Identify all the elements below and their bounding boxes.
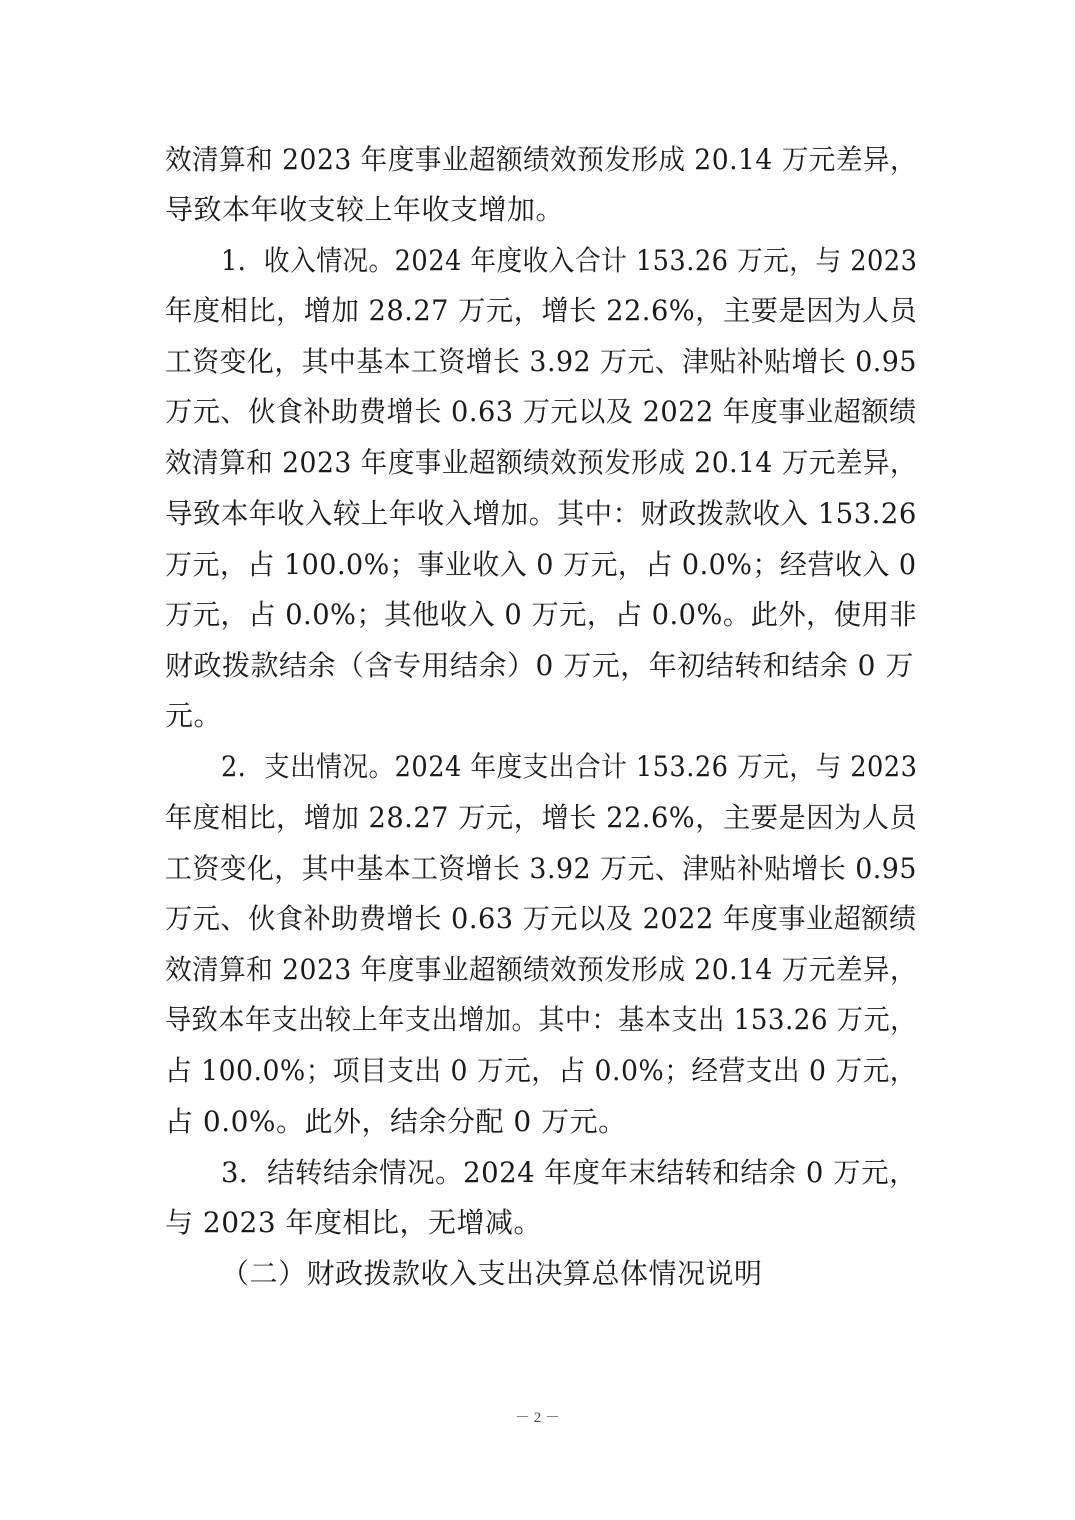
- text-line: 效清算和 2023 年度事业超额绩效预发形成 20.14 万元差异，: [165, 446, 918, 479]
- text-line: 导致本年收入较上年收入增加。其中：财政拨款收入 153.26: [165, 497, 917, 530]
- text-line: 占 0.0%。此外，结余分配 0 万元。: [165, 1105, 627, 1138]
- paragraph-carryover-start: 3．结转结余情况。2024 年度年末结转和结余 0 万元，: [221, 1156, 918, 1189]
- text-line: 工资变化，其中基本工资增长 3.92 万元、津贴补贴增长 0.95: [165, 852, 917, 885]
- text-line: 元。: [165, 699, 223, 732]
- paragraph-expenditure-start: 2．支出情况。2024 年度支出合计 153.26 万元，与 2023: [221, 750, 918, 783]
- text-line: 导致本年收支较上年收支增加。: [165, 193, 565, 226]
- text-line: 万元，占 0.0%；其他收入 0 万元，占 0.0%。此外，使用非: [165, 598, 918, 631]
- text-line: 财政拨款结余（含专用结余）0 万元，年初结转和结余 0 万: [165, 649, 914, 682]
- text-line: 导致本年支出较上年支出增加。其中：基本支出 153.26 万元，: [165, 1003, 917, 1036]
- text-line: 效清算和 2023 年度事业超额绩效预发形成 20.14 万元差异，: [165, 143, 918, 176]
- text-line: 占 100.0%；项目支出 0 万元，占 0.0%；经营支出 0 万元，: [165, 1054, 917, 1087]
- text-line: 万元、伙食补助费增长 0.63 万元以及 2022 年度事业超额绩: [165, 902, 917, 935]
- text-line: 万元、伙食补助费增长 0.63 万元以及 2022 年度事业超额绩: [165, 395, 917, 428]
- paragraph-income-start: 1．收入情况。2024 年度收入合计 153.26 万元，与 2023: [221, 244, 918, 277]
- page-number: － 2 －: [514, 1410, 560, 1426]
- text-line: 年度相比，增加 28.27 万元，增长 22.6%，主要是因为人员: [165, 294, 918, 327]
- text-line: 效清算和 2023 年度事业超额绩效预发形成 20.14 万元差异，: [165, 953, 918, 986]
- text-line: 万元，占 100.0%；事业收入 0 万元，占 0.0%；经营收入 0: [165, 548, 917, 581]
- section-heading: （二）财政拨款收入支出决算总体情况说明: [221, 1257, 763, 1290]
- text-line: 与 2023 年度相比，无增减。: [165, 1206, 543, 1239]
- text-line: 工资变化，其中基本工资增长 3.92 万元、津贴补贴增长 0.95: [165, 345, 917, 378]
- text-line: 年度相比，增加 28.27 万元，增长 22.6%，主要是因为人员: [165, 801, 918, 834]
